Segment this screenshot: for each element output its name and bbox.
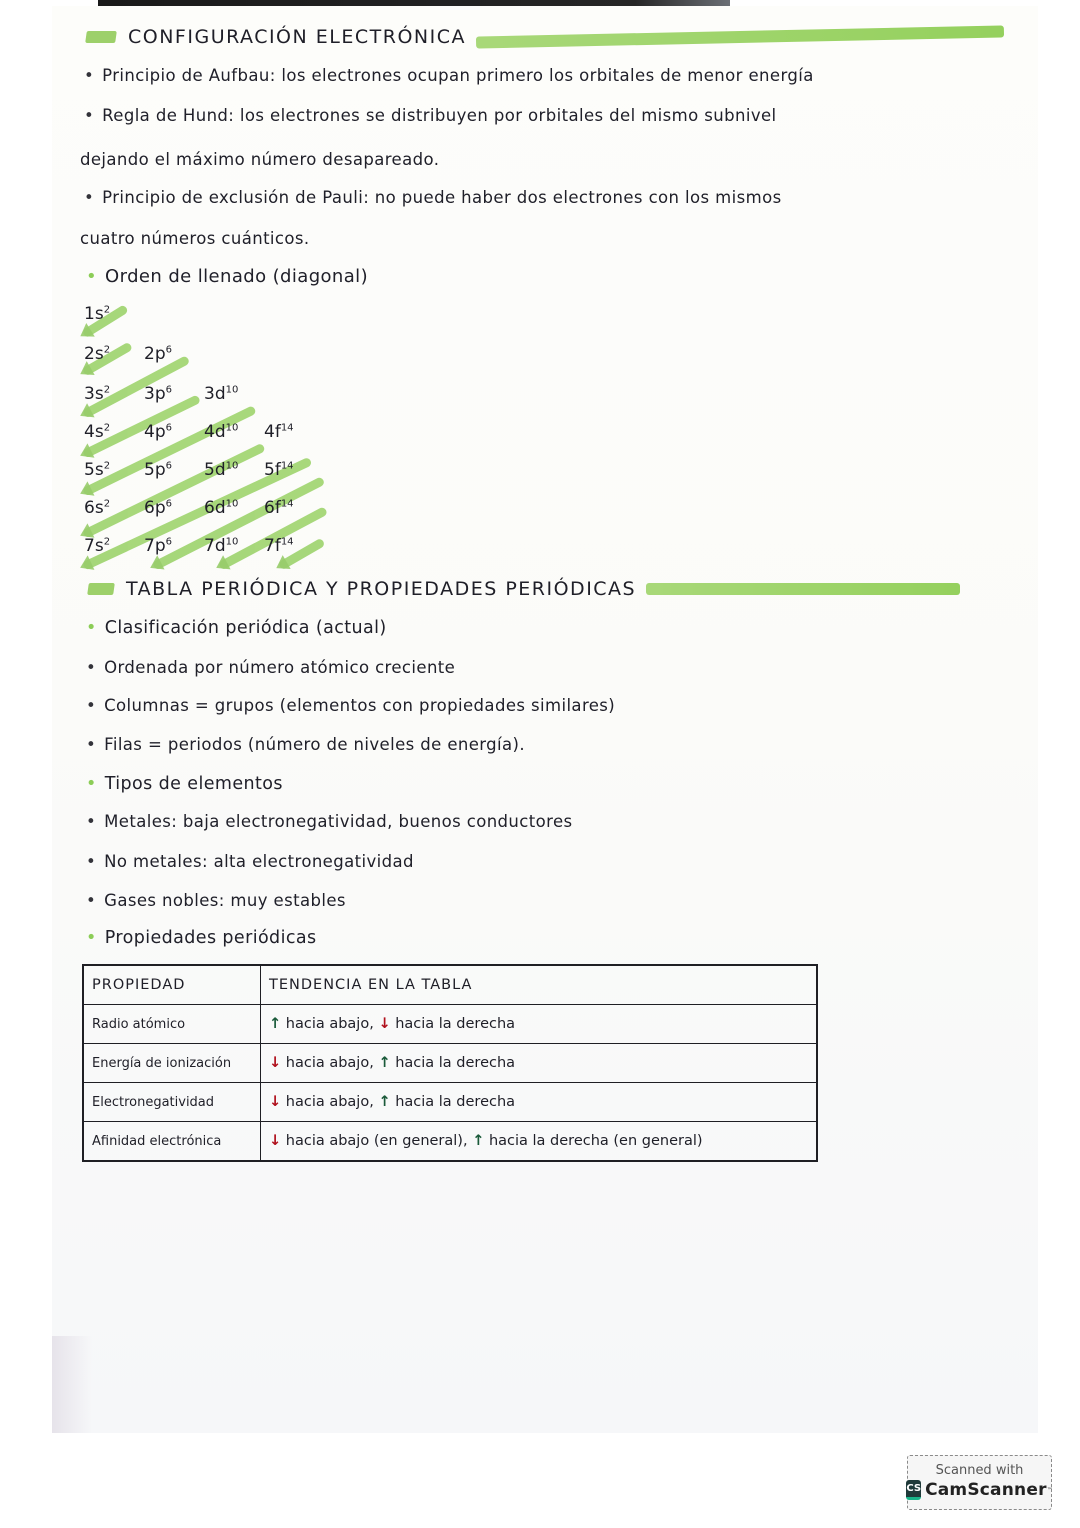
bullet-clasificacion: • Clasificación periódica (actual) <box>86 618 387 638</box>
trend-cell: ↓ hacia abajo, ↑ hacia la derecha <box>261 1083 818 1122</box>
table-row <box>83 1122 817 1162</box>
orbital: $5s^2$ <box>84 460 111 480</box>
orbital-row-5 <box>84 460 324 480</box>
bullet-pauli-cont: cuatro números cuánticos. <box>80 229 310 248</box>
bullet-gases-nobles: • Gases nobles: muy estables <box>86 891 346 910</box>
trend-cell: ↑ hacia abajo, ↓ hacia la derecha <box>261 1005 818 1044</box>
orbital: $3s^2$ <box>84 384 111 404</box>
trademark-mark: ™ <box>1046 1486 1053 1494</box>
orbital: $2p^6$ <box>144 344 172 364</box>
orbital-row-7 <box>84 536 324 556</box>
orbital: $7f^{14}$ <box>264 536 294 556</box>
property-name: Electronegatividad <box>83 1083 261 1122</box>
orbital: $4p^6$ <box>144 422 172 442</box>
arrow-down-icon: ↓ <box>269 1094 282 1110</box>
property-name: Afinidad electrónica <box>83 1122 261 1162</box>
trend-cell: ↓ hacia abajo (en general), ↑ hacia la derecha (en general) <box>261 1122 818 1162</box>
section-title: CONFIGURACIÓN ELECTRÓNICA <box>128 26 466 48</box>
bullet-hund-cont: dejando el máximo número desapareado. <box>80 150 440 169</box>
camscanner-logo-icon: CS <box>906 1480 921 1500</box>
orbital: $7s^2$ <box>84 536 111 556</box>
orbital: $3p^6$ <box>144 384 172 404</box>
orbital: $5f^{14}$ <box>264 460 294 480</box>
orbital: $1s^2$ <box>84 304 111 324</box>
bullet-aufbau: • Principio de Aufbau: los electrones ocupan primero los orbitales de menor energía <box>84 66 814 85</box>
section-title: TABLA PERIÓDICA Y PROPIEDADES PERIÓDICAS <box>126 578 637 600</box>
trend-cell: ↓ hacia abajo, ↑ hacia la derecha <box>261 1044 818 1083</box>
bullet-filas: • Filas = periodos (número de niveles de energía). <box>86 735 525 754</box>
bullet-no-metales: • No metales: alta electronegatividad <box>86 852 414 871</box>
bullet-pauli: • Principio de exclusión de Pauli: no puede haber dos electrones con los mismos <box>84 188 782 207</box>
bullet-ordenada: • Ordenada por número atómico creciente <box>86 658 455 677</box>
orbital-row-3 <box>84 384 264 404</box>
arrow-down-icon: ↓ <box>269 1055 282 1071</box>
watermark-brand-name: CamScanner <box>925 1480 1047 1500</box>
table-row <box>83 1083 817 1122</box>
orbital: $6d^{10}$ <box>204 498 239 518</box>
section-heading-configuracion <box>86 26 1004 48</box>
arrow-up-icon: ↑ <box>378 1094 391 1110</box>
header-tendencia: TENDENCIA EN LA TABLA <box>261 965 818 1005</box>
section-heading-tabla-periodica <box>88 578 960 600</box>
orbital: $5p^6$ <box>144 460 172 480</box>
filling-order-title: • Orden de llenado (diagonal) <box>86 266 368 287</box>
arrow-down-icon: ↓ <box>269 1133 282 1149</box>
orbital: $5d^{10}$ <box>204 460 239 480</box>
table-row <box>83 1005 817 1044</box>
bullet-hund: • Regla de Hund: los electrones se distribuyen por orbitales del mismo subnivel <box>84 106 777 125</box>
header-propiedad: PROPIEDAD <box>83 965 261 1005</box>
orbital: $7p^6$ <box>144 536 172 556</box>
bullet-metales: • Metales: baja electronegatividad, buenos conductores <box>86 812 573 831</box>
notebook-page <box>52 6 1038 1433</box>
orbital-row-6 <box>84 498 324 518</box>
orbital: $6s^2$ <box>84 498 111 518</box>
property-name: Radio atómico <box>83 1005 261 1044</box>
highlight-mark <box>87 583 115 595</box>
highlight-mark <box>85 31 117 43</box>
orbital: $4s^2$ <box>84 422 111 442</box>
arrow-down-icon: ↓ <box>378 1016 391 1032</box>
watermark-caption: Scanned with <box>935 1463 1024 1478</box>
orbital-row-4 <box>84 422 324 442</box>
orbital: $6f^{14}$ <box>264 498 294 518</box>
periodic-properties-table <box>82 964 818 1162</box>
orbital: $6p^6$ <box>144 498 172 518</box>
table-header-row <box>83 965 817 1005</box>
orbital: $2s^2$ <box>84 344 111 364</box>
orbital: $3d^{10}$ <box>204 384 239 404</box>
highlight-bar <box>476 25 1004 48</box>
table-row <box>83 1044 817 1083</box>
orbital: $4f^{14}$ <box>264 422 294 442</box>
orbital-row-1 <box>84 304 144 324</box>
orbital: $7d^{10}$ <box>204 536 239 556</box>
bullet-tipos: • Tipos de elementos <box>86 774 283 794</box>
highlight-bar <box>646 583 960 595</box>
property-name: Energía de ionización <box>83 1044 261 1083</box>
orbital: $4d^{10}$ <box>204 422 239 442</box>
camscanner-watermark <box>907 1455 1052 1510</box>
bullet-columnas: • Columnas = grupos (elementos con propiedades similares) <box>86 696 615 715</box>
arrow-up-icon: ↑ <box>378 1055 391 1071</box>
orbital-row-2 <box>84 344 204 364</box>
bullet-propiedades: • Propiedades periódicas <box>86 928 317 948</box>
arrow-up-icon: ↑ <box>269 1016 282 1032</box>
watermark-brand <box>908 1480 1051 1500</box>
arrow-up-icon: ↑ <box>472 1133 485 1149</box>
